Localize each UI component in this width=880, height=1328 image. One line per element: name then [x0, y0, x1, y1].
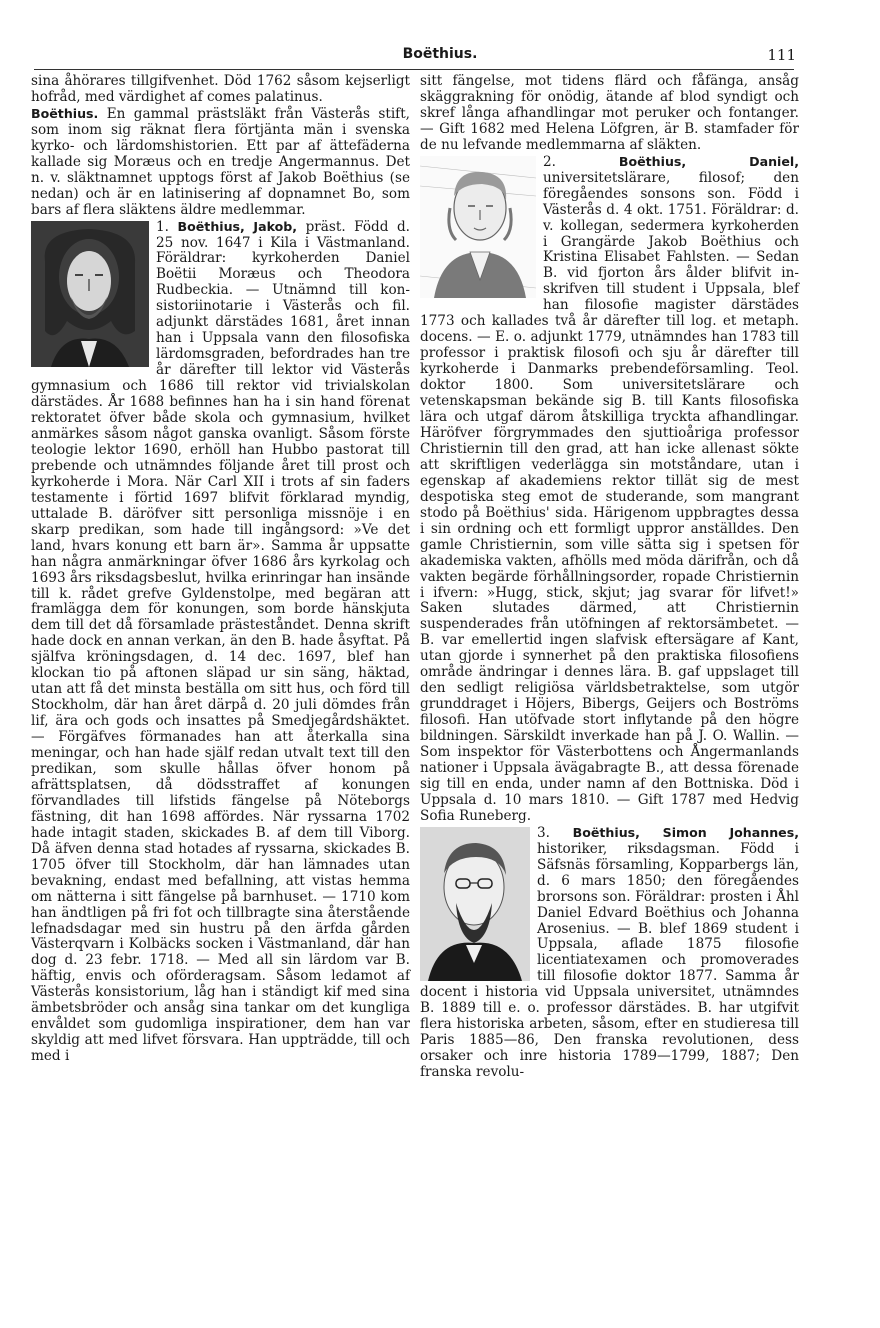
header-rule — [34, 69, 794, 70]
portrait-daniel — [420, 156, 536, 298]
portrait-jakob — [31, 221, 149, 367]
continued-paragraph: sina åhörares tillgifvenhet. Död 1762 såsom kejserligt hofråd, med värdighet af comes palatinus. — [31, 73, 410, 105]
left-column — [31, 74, 410, 1065]
family-headword: Boëthius. — [31, 105, 99, 121]
entry-headword-simon: Boëthius, Simon Johannes, — [572, 824, 799, 840]
family-entry — [31, 106, 410, 219]
entry-daniel — [420, 154, 799, 825]
right-column — [420, 74, 799, 1081]
entry-text-simon: historiker, riksdagsman. Född i Säfsnäs församling, Kopparbergs län, d. 6 mars 1850; den föregåendes brorsons son. Föräldrar: prosten i Åhl Daniel Edvard Boëthius och Johanna Arosenius. — B. blef 1869 student i Uppsala, aflade 1875 filosofie licentiatexamen och promoverades till filosofie doktor 1877. Samma år docent i historia vid Uppsala universitet, utnämndes B. 1889 till e. o. professor därstädes. B. har utgifvit flera historiska arbeten, såsom, efter en studieresa till Paris 1885—86, Den franska revolutionen, dess orsaker och inre historia 1789—1799, 1887; Den franska revolu- — [420, 840, 799, 1081]
entry-headword-jakob: Boëthius, Jakob, — [177, 218, 298, 234]
family-text: En gammal prästsläkt från Västerås stift, som inom sig räknat flera förtjänta män i svenska kyrko- och lärdomshistorien. Ett par af ättefäderna kallade sig Moræus och en tredje Angermannus. Det n. v. släktnamnet upptogs först af Jakob Boëthius (se nedan) och är en latinisering af dopnamnet Bo, som bars af flera släktens äldre medlemmar. — [31, 105, 410, 218]
entry-headword-daniel: Boëthius, Daniel, — [618, 153, 800, 169]
entry-simon — [420, 825, 799, 1081]
continued-paragraph: sitt fängelse, mot tidens flärd och fåfänga, ansåg skäggrakning för onödig, ätande af blod syndigt och skref långa afhandlingar mot peruker och fontanger. — Gift 1682 med Helena Löfgren, är B. stamfader för de nu lefvande medlemmarna af släkten. — [420, 73, 799, 153]
portrait-simon — [420, 827, 530, 981]
entry-jakob — [31, 219, 410, 1066]
page-header — [0, 46, 880, 66]
entry-text-daniel: universitetslärare, filosof; den föregåendes sonsons son. Född i Västerås d. 4 okt. 1751. Föräldrar: d. v. kollegan, sedermera kyrkoherden i Grangärde Jakob Boëthius och Kristina Elisabet Fahlsten. — Sedan B. vid fjorton års ålder blifvit inskrifven till student i Uppsala, blef han filosofie magister därstädes 1773 och kallades två år därefter till log. et metaph. docens. — E. o. adjunkt 1779, utnämndes han 1783 till professor i praktisk filosofi och sju år därefter till kyrkoherde i Danmarks prebendeförsamling. Teol. doktor 1800. Som universitetslärare och vetenskapsman bekände sig B. till Kants filosofiska lära och utgaf därom åtskilliga tryckta afhandlingar. Häröfver förgrymmades den sjuttioåriga professor Christiernin till den grad, att han icke allenast sökte att skriftligen vederlägga sin motståndare, utan i egenskap af akademiens rektor tillät sig de mest despotiska steg emot de studerande, som mangrant stodo på Boëthius' sida. Härigenom uppbragtes dessa i sin ordning och ett formligt uppror anställdes. Den gamle Christiernin, som ville sätta sig i spetsen för akademiska vakten, afhölls med möda därifrån, och då vakten begärde förhållningsorder, ropade Christiernin i ifvern: »Hugg, stick, skjut; jag svarar för lifvet!» Saken slutades därmed, att Christiernin suspenderades från utöfningen af rektorsämbetet. — B. var emellertid ingen slafvisk eftersägare af Kant, utan gjorde i synnerhet på den praktiska filosofiens område ändringar i dennes lära. B. gaf uppslaget till den sedligt religiösa världsbetraktelse, som utgör grunddraget i Höjers, Bibergs, Geijers och Boströms filosofi. Han utöfvade stort inflytande på den högre bildningen. Särskildt inverkade han på J. O. Wallin. — Som inspektor för Västerbottens och Ångermanlands nationer i Uppsala ävägabragte B., att dessa förenade sig till en enda, under namn af den Bottniska. Död i Uppsala d. 10 mars 1810. — Gift 1787 med Hedvig Sofia Runeberg. — [420, 169, 799, 824]
entry-number: 2. — [543, 153, 556, 170]
entry-number: 1. — [156, 218, 169, 235]
running-title: Boëthius. — [402, 46, 478, 62]
entry-number: 3. — [537, 824, 550, 841]
page-number: 111 — [767, 46, 796, 64]
entry-text-jakob: präst. Född d. 25 nov. 1647 i Kila i Västmanland. Föräldrar: kyrkoherden Daniel Boëtii Moræus och Theodora Rudbeckia. — Utnämnd till konsistoriinotarie i Västerås och fil. adjunkt därstädes 1681, året innan han i Uppsala vann den filosofiska lärdomsgraden, befordrades han tre år därefter till lektor vid Västerås gymnasium och 1686 till rektor vid trivialskolan därstädes. År 1688 befinnes han ha i sin hand förenat rektoratet öfver både skola och gymnasium, hvilket anmärkes såsom något ganska ovanligt. Såsom förste teologie lektor 1690, erhöll han Hubbo pastorat till prebende och utnämndes följande året till prost och kyrkoherde i Mora. När Carl XII i trots af sin faders testamente i förtid 1697 blifvit förklarad myndig, uttalade B. däröfver sitt personliga missnöje i en skarp predikan, som hade till ingångsord: »Ve det land, hvars konung ett barn är». Samma år uppsatte han några anmärkningar öfver 1686 års kyrkolag och 1693 års riksdagsbeslut, hvilka erinringar han insände till k. rådet grefve Gyldenstolpe, med begäran att framlägga dem för konungen, som borde hänskjuta dem till det då församlade prästeståndet. Denna skrift hade dock en annan verkan, än den B. hade åsyftat. På själfva kröningsdagen, d. 14 dec. 1697, blef han klockan tio på aftonen släpad ur sin säng, häktad, utan att få det minsta beställa om sitt hus, och förd till Stockholm, där han året därpå d. 20 juli dömdes från lif, ära och gods och insattes på Smedjegårdshäktet. — Förgäfves förmanades han att återkalla sina meningar, och han hade själf redan utvalt text till den predikan, som skulle hållas öfver honom på afrättsplatsen, då dödsstraffet af konungen förvandlades till lifstids fängelse på Nöteborgs fästning, dit han 1698 affördes. När ryssarna 1702 hade intagit staden, skickades B. af dem till Viborg. Då äfven denna stad hotades af ryssarna, skickades B. 1705 öfver till Stockholm, där han lämnades utan bevakning, endast med befallning, att vistas hemma om nätterna i sitt fängelse på barnhuset. — 1710 kom han ändtligen på fri fot och tillbragte sina återstående lefnadsdagar med sin hustru på den ärfda gården Västerqvarn i Kolbäcks socken i Västmanland, där han dog d. 23 febr. 1718. — Med all sin lärdom var B. häftig, envis och oförderagsam. Såsom ledamot af Västerås konsistorium, låg han i ständigt kif med sina ämbetsbröder och ansåg sina tankar om det kungliga envåldet som gudomliga inspirationer, dem han var skyldig att med lifvet försvara. Han uppträdde, till och med i — [31, 218, 410, 1065]
